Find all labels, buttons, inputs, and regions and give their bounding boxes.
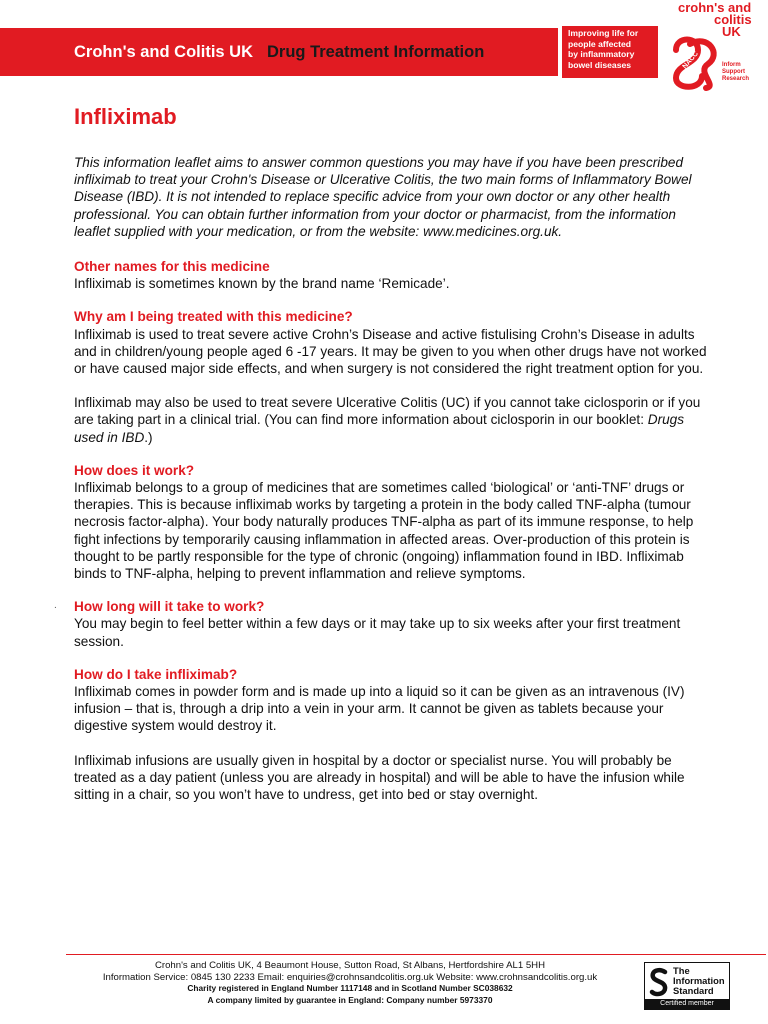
- header-doc-type: Drug Treatment Information: [267, 42, 485, 61]
- booklet-title: Drugs used in IBD: [74, 412, 685, 445]
- badge-line: Information: [673, 975, 725, 987]
- header-bar: [0, 28, 558, 76]
- footer-contact: Information Service: 0845 130 2233 Email: enquiries@crohnsandcolitis.org.uk Website: www.crohnsandcolitis.org.uk: [102, 971, 598, 983]
- logo-mini-text: Inform: [722, 62, 741, 68]
- section-why: [74, 308, 714, 445]
- footer-company: A company limited by guarantee in England: Company number 5973370: [207, 994, 493, 1005]
- section-paragraph: You may begin to feel better within a few days or it may take up to six weeks after your first treatment session.: [74, 616, 681, 649]
- stray-mark: .: [54, 600, 57, 611]
- section-paragraph: Infliximab belongs to a group of medicines that are sometimes called ‘biological’ or ‘anti-TNF’ drugs or therapies. This is because infliximab works by targeting a protein in the body called TNF-alpha (tumour necrosis factor-alpha). Your body naturally produces TNF-alpha as part of its immune response, to help fight infections by temporarily causing inflammation in affected areas. Over-production of this protein is thought to be partly responsible for the type of chronic (ongoing) inflammation found in IBD. Infliximab binds to TNF-alpha, helping to prevent inflammation and relieve symptoms.: [74, 480, 694, 582]
- logo-mini-text: Research: [722, 76, 750, 82]
- tagline-line: bowel diseases: [568, 59, 632, 70]
- badge-line: Standard: [673, 985, 714, 997]
- logo-word: UK: [722, 24, 741, 39]
- section-paragraph: Infliximab is used to treat severe active Crohn’s Disease and active fistulising Crohn’s Disease in adults and in children/young people aged 6 -17 years. It may be given to you when other drugs have not worked or have caused major side effects, and when surgery is not considered the right treatment option for you.: [74, 326, 707, 377]
- logo-word: colitis: [714, 12, 752, 27]
- header-org-name: Crohn's and Colitis UK: [74, 42, 254, 61]
- section-paragraph: Infliximab comes in powder form and is made up into a liquid so it can be given as an intravenous (IV) infusion – that is, through a drip into a vein in your arm. It cannot be given as tablets because your digestive system would destroy it.: [74, 684, 685, 734]
- tagline-line: by inflammatory: [568, 49, 635, 60]
- footer-divider: [66, 954, 766, 955]
- tagline-line: people affected: [568, 38, 632, 49]
- logo-knot-icon: [668, 30, 724, 92]
- paragraph-text: Infliximab may also be used to treat severe Ulcerative Colitis (UC) if you cannot take ciclosporin or if you are taking part in a clinical trial. (You can find more information about ciclosporin in our booklet:: [74, 395, 701, 428]
- paragraph-text: .): [144, 429, 153, 445]
- section-paragraph: [74, 394, 714, 446]
- footer-text: [60, 960, 640, 1006]
- section-heading: Why am I being treated with this medicine?: [74, 309, 353, 325]
- footer-address: Crohn's and Colitis UK, 4 Beaumont House, Sutton Road, St Albans, Hertfordshire AL1 5HH: [154, 960, 546, 971]
- section-how-take: [74, 666, 714, 803]
- crohns-colitis-logo: [664, 0, 766, 98]
- section-how-work: [74, 462, 714, 582]
- information-standard-badge: [644, 962, 730, 1010]
- information-standard-icon: [648, 967, 670, 997]
- tagline-line: Improving life for: [568, 28, 639, 38]
- logo-badge-text: NACC: [681, 50, 700, 71]
- section-how-long: [74, 598, 714, 650]
- document-title: Infliximab: [74, 104, 177, 129]
- badge-line: The: [673, 965, 690, 976]
- document-body: [74, 104, 714, 819]
- badge-label: [673, 966, 725, 997]
- section-heading: How does it work?: [74, 462, 195, 478]
- section-heading: Other names for this medicine: [74, 259, 270, 275]
- section-paragraph: Infliximab is sometimes known by the brand name ‘Remicade’.: [74, 276, 450, 292]
- logo-mini-text: Support: [722, 69, 745, 75]
- section-paragraph: Infliximab infusions are usually given in hospital by a doctor or specialist nurse. You will probably be treated as a day patient (unless you are already in hospital) and will be able to have the infusion while sitting in a chair, so you won’t have to undress, get into bed or stay overnight.: [74, 752, 685, 803]
- section-heading: How long will it take to work?: [74, 599, 265, 615]
- section-heading: How do I take infliximab?: [74, 666, 238, 682]
- intro-paragraph: This information leaflet aims to answer common questions you may have if you have been prescribed infliximab to treat your Crohn's Disease or Ulcerative Colitis, the two main forms of Inflammatory Bowel Disease (IBD). It is not intended to replace specific advice from your own doctor or any other health professional. You can obtain further information from your doctor or pharmacist, from the information leaflet supplied with your medication, or from the website: www.medicines.org.uk.: [74, 155, 692, 239]
- tagline-box: [562, 26, 658, 78]
- logo-word: crohn's and: [678, 0, 752, 15]
- section-other-names: [74, 258, 714, 292]
- badge-member-label: Certified member: [645, 999, 729, 1009]
- footer-charity: Charity registered in England Number 1117148 and in Scotland Number SC038632: [187, 983, 513, 994]
